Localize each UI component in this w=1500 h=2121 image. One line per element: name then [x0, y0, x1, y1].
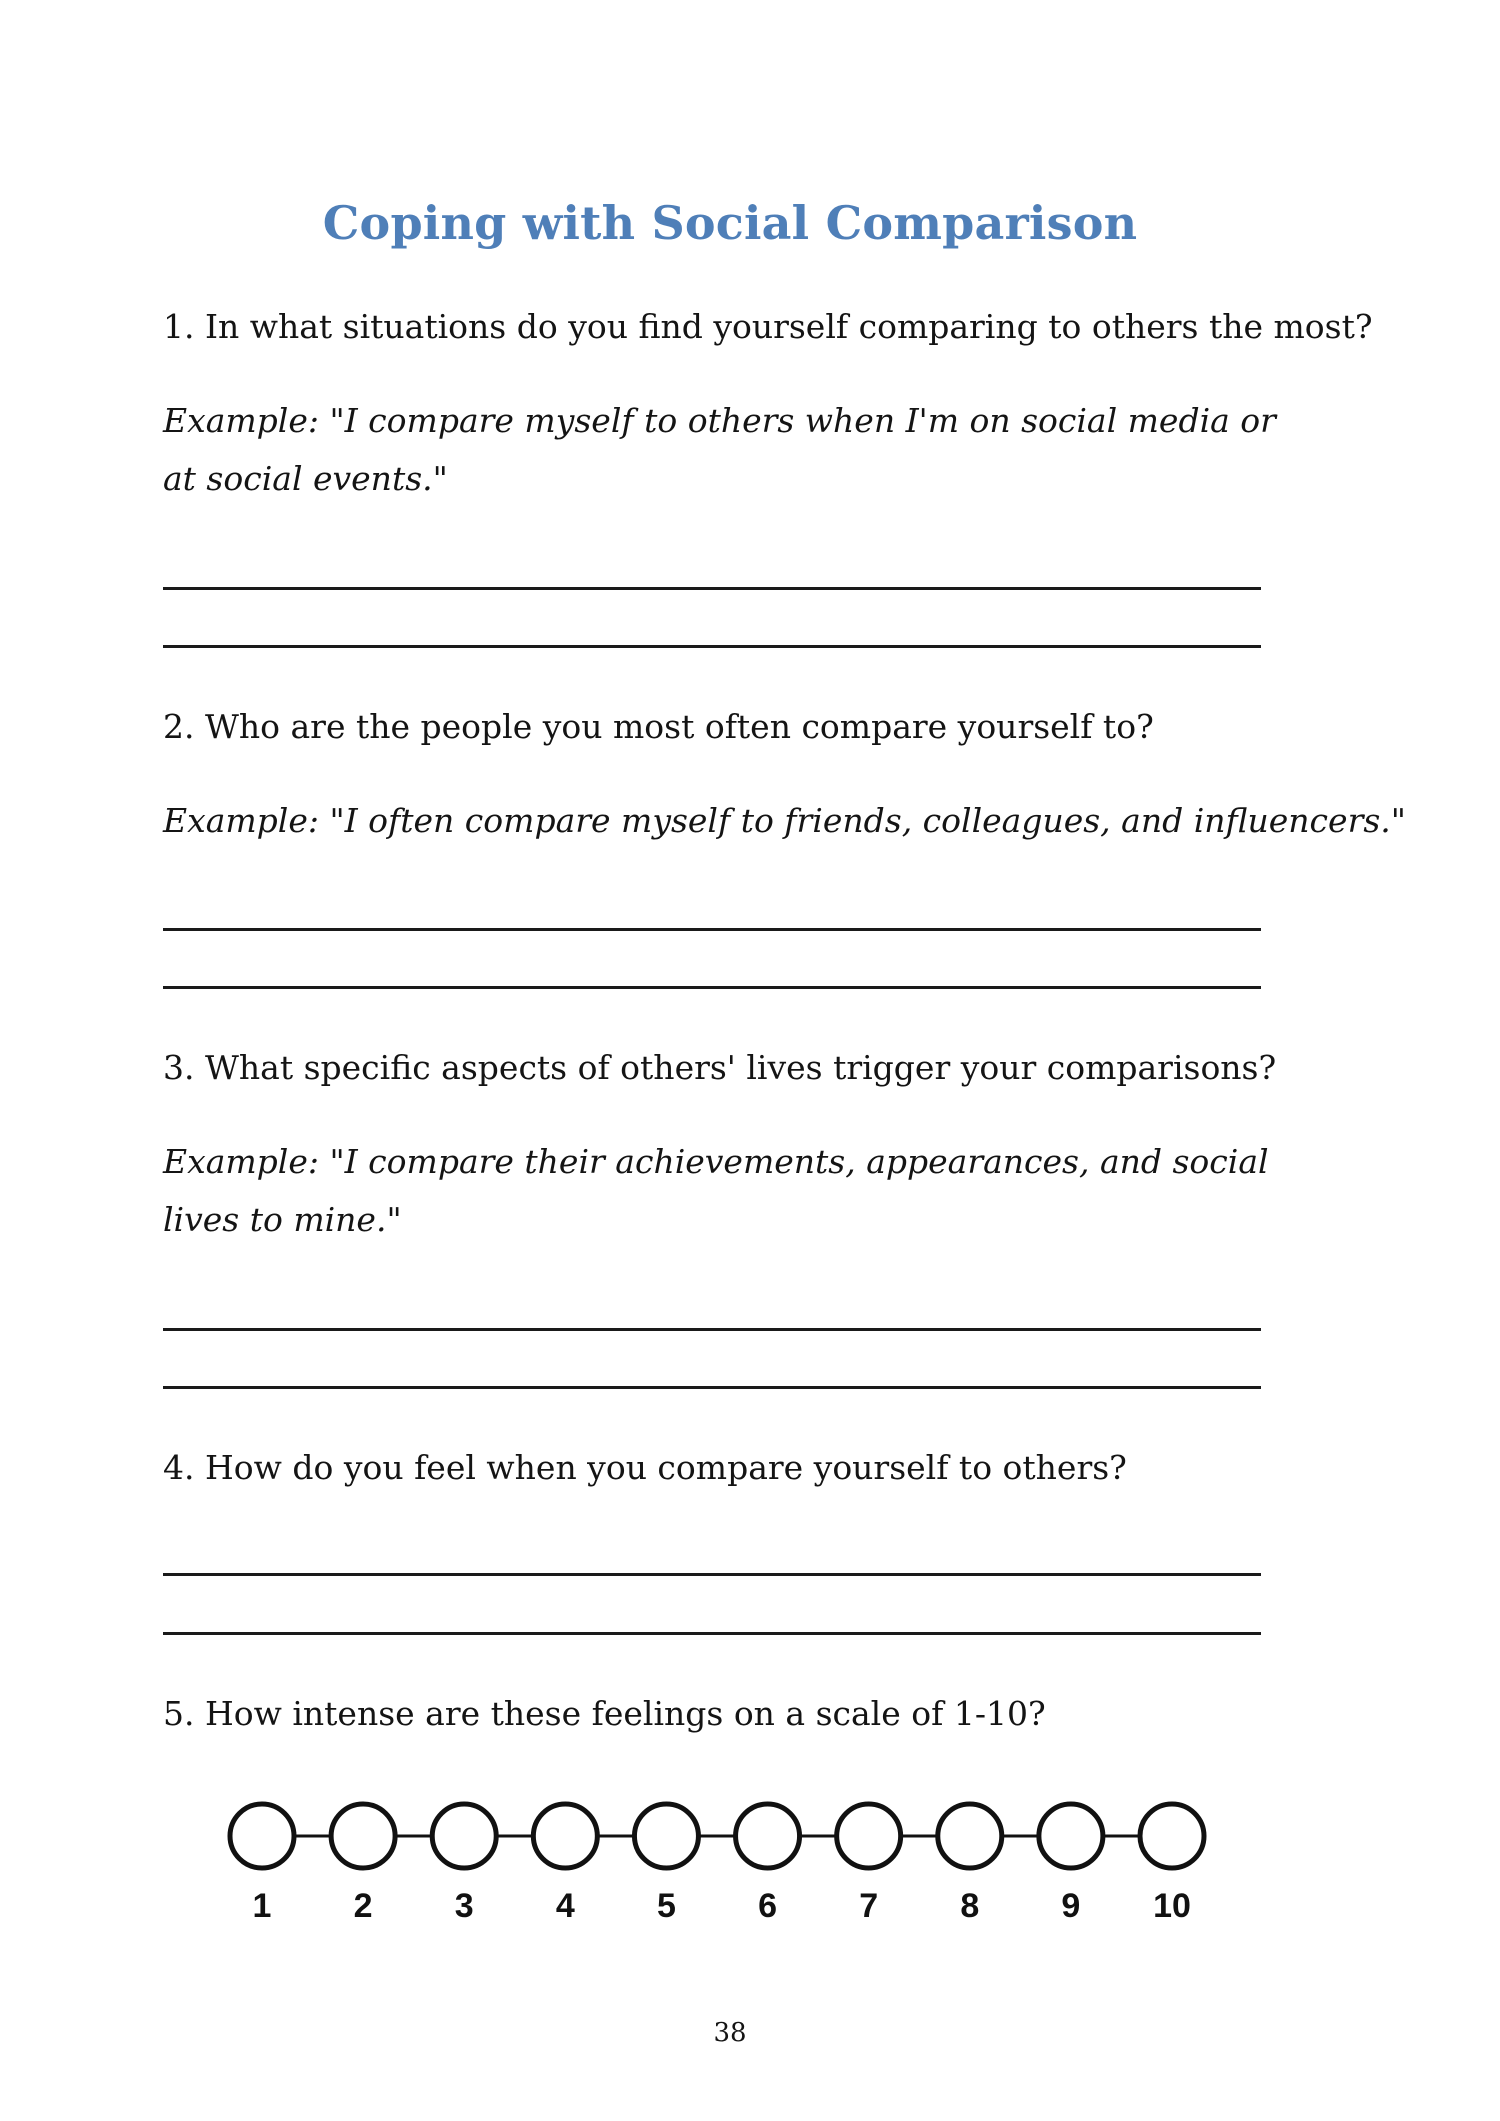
scale-option-9[interactable] — [1039, 1804, 1103, 1868]
scale-label-9: 9 — [1061, 1887, 1081, 1925]
scale-option-1[interactable] — [230, 1804, 294, 1868]
scale-label-5: 5 — [656, 1887, 676, 1925]
scale-label-6: 6 — [758, 1887, 778, 1925]
scale-label-10: 10 — [1153, 1887, 1191, 1925]
scale-option-2[interactable] — [331, 1804, 395, 1868]
scale-label-4: 4 — [555, 1887, 575, 1925]
question-5: 5. How intense are these feelings on a scale of 1-10? — [163, 1694, 1046, 1733]
scale-option-8[interactable] — [938, 1804, 1002, 1868]
scale-label-7: 7 — [859, 1887, 879, 1925]
scale-option-3[interactable] — [432, 1804, 496, 1868]
question-3-example: Example: "I compare their achievements, appearances, and social lives to mine." — [163, 1142, 1269, 1239]
page-number: 38 — [713, 2018, 747, 2048]
scale-label-1: 1 — [252, 1887, 272, 1925]
question-4: 4. How do you feel when you compare yourself to others? — [163, 1448, 1127, 1487]
page-title: Coping with Social Comparison — [322, 196, 1138, 250]
question-1: 1. In what situations do you find yourself comparing to others the most? — [163, 307, 1373, 346]
scale-option-5[interactable] — [634, 1804, 698, 1868]
question-3: 3. What specific aspects of others' lives trigger your comparisons? — [163, 1048, 1277, 1087]
scale-option-4[interactable] — [533, 1804, 597, 1868]
scale-label-8: 8 — [960, 1887, 980, 1925]
question-2: 2. Who are the people you most often compare yourself to? — [163, 707, 1154, 746]
scale-option-7[interactable] — [837, 1804, 901, 1868]
scale-label-2: 2 — [353, 1887, 373, 1925]
question-1-example: Example: "I compare myself to others when I'm on social media or at social events." — [163, 401, 1276, 498]
question-2-example: Example: "I often compare myself to friends, colleagues, and influencers." — [163, 801, 1406, 840]
scale-option-10[interactable] — [1140, 1804, 1204, 1868]
scale-option-6[interactable] — [736, 1804, 800, 1868]
scale-label-3: 3 — [454, 1887, 474, 1925]
